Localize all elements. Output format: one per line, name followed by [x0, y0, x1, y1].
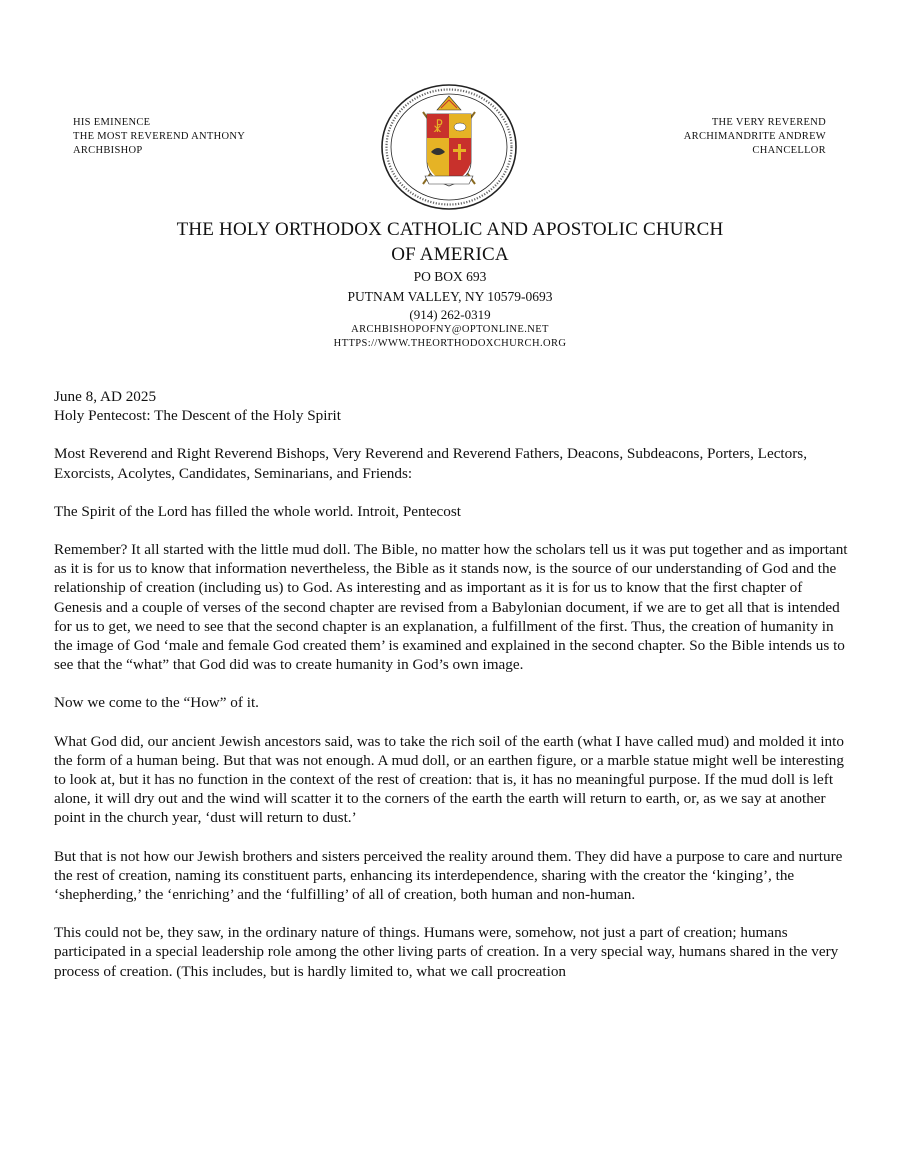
paragraph-2: Now we come to the “How” of it. [54, 694, 259, 712]
paragraph-3: What God did, our ancient Jewish ancestors said, was to take the rich soil of the earth (what I have called mud) and molded it into the form of a human being. But that was not enough. A mud doll, or an earthen figure, or a marble statue might well be interesting to look at, but it has no function in the context of the rest of creation: that is, it has no meaningful purpose. If the mud doll is left alone, it will dry out and the wind will scatter it to the corners of the earth the earth will return to earth, or, as we say at another point in the church year, ‘dust will return to dust.’ [54, 732, 844, 827]
letter-occasion: Holy Pentecost: The Descent of the Holy Spirit [54, 407, 341, 425]
paragraph-4: But that is not how our Jewish brothers and sisters perceived the reality around them. They did have a purpose to care and nurture the rest of creation, naming its constituent parts, enhancing its interdependence, sharing with the creator the ‘kinging’, the ‘shepherding,’ the ‘enriching’ and the ‘fulfilling’ of all of creation, both human and non-human. [54, 847, 843, 904]
church-name-line-2: OF AMERICA [391, 244, 509, 265]
chancellor-name: ARCHIMANDRITE ANDREW [683, 131, 826, 142]
letterhead-right-block [684, 116, 826, 158]
chancellor-title: CHANCELLOR [752, 145, 826, 156]
church-name-line-1: THE HOLY ORTHODOX CATHOLIC AND APOSTOLIC CHURCH [176, 219, 724, 240]
phone-number: (914) 262-0319 [409, 307, 491, 322]
paragraph-1: Remember? It all started with the little mud doll. The Bible, no matter how the scholars tell us it was put together and as important as it is for us to know that information nevertheless, the Bible as it stands now, is the source of our understanding of God and the relationship of creation (including us) to God. As interesting and as important as it is for us to know that the first chapter of Genesis and a couple of verses of the second chapter are revised from a Babylonian document, if we are to get all that is intended for us to get, we need to see that the second chapter is an explanation, a fulfillment of the first. Thus, the creation of humanity in the image of God ‘male and female God created them’ is examined and explained in the second chapter. So the Bible intends us to see that the “what” that God did was to create humanity in God’s own image. [54, 541, 848, 674]
church-seal-icon [379, 82, 519, 212]
letter-body [54, 387, 850, 1000]
letterhead-left-block [73, 116, 245, 158]
archbishop-title: ARCHBISHOP [73, 145, 143, 156]
website-url: HTTPS://WWW.THEORTHODOXCHURCH.ORG [333, 338, 567, 349]
archbishop-name: THE MOST REVEREND ANTHONY [73, 131, 246, 142]
city-line: PUTNAM VALLEY, NY 10579-0693 [347, 289, 553, 304]
paragraph-5: This could not be, they saw, in the ordinary nature of things. Humans were, somehow, not just a part of creation; humans participated in a special leadership role among the other living parts of creation. In a very special way, humans shared in the very process of creation. (This includes, but is hardly limited to, what we call procreation [54, 924, 839, 980]
po-box: PO BOX 693 [413, 269, 487, 284]
email-address: ARCHBISHOPOFNY@OPTONLINE.NET [351, 324, 549, 335]
archbishop-honorific: HIS EMINENCE [73, 117, 151, 128]
chancellor-honorific: THE VERY REVEREND [711, 117, 826, 128]
svg-text:☧: ☧ [432, 120, 444, 136]
letter-epigraph: The Spirit of the Lord has filled the whole world. Introit, Pentecost [54, 502, 462, 520]
letter-date: June 8, AD 2025 [54, 388, 157, 405]
church-name [0, 217, 900, 267]
letter-salutation: Most Reverend and Right Reverend Bishops, Very Reverend and Reverend Fathers, Deacons, Subdeacons, Porters, Lectors, Exorcists, Acolytes, Candidates, Seminarians, and Friends: [54, 445, 808, 482]
